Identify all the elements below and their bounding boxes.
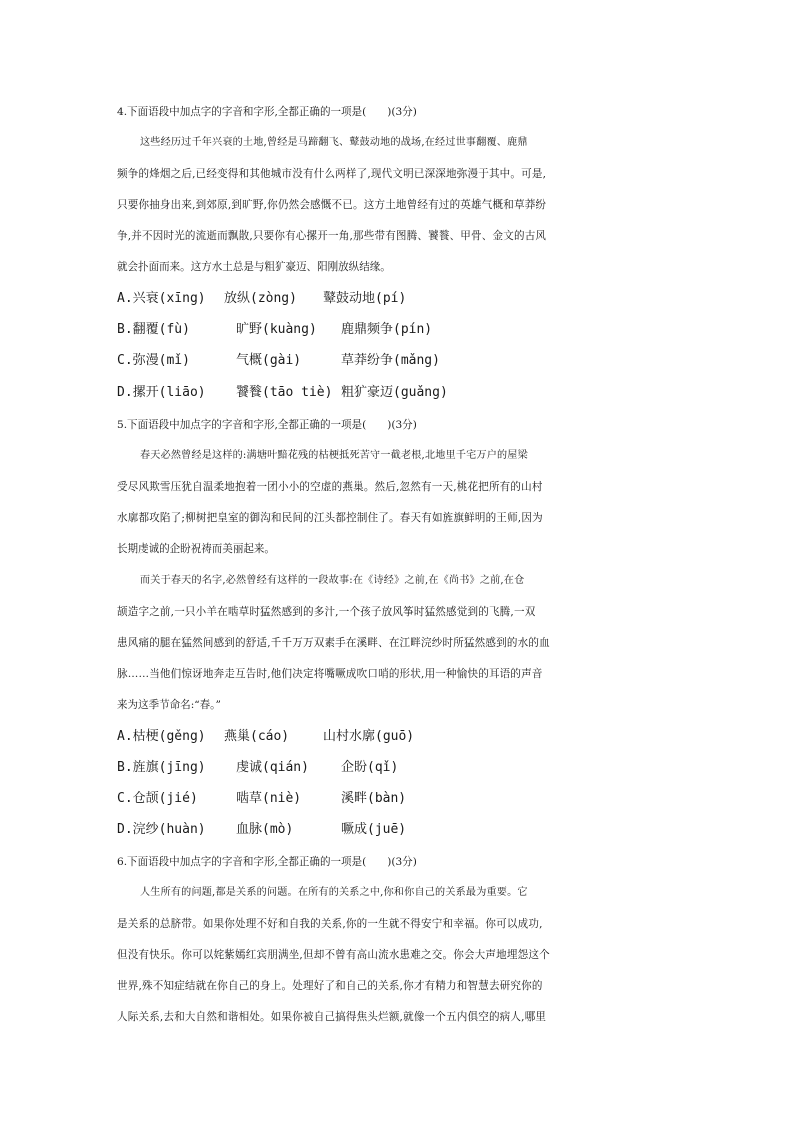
q6-paragraph-line: 是关系的总脐带。如果你处理不好和自我的关系,你的一生就不得安宁和幸福。你可以成功,	[117, 918, 543, 930]
q5-paragraph2-line: 患风痛的腿在猛然间感到的舒适,千千万万双素手在溪畔、在江畔浣纱时所猛然感到的水的血	[117, 637, 550, 649]
q4-option-d-1: D.摞开(liāo)	[117, 385, 206, 400]
q5-paragraph2-line: 脉……当他们惊讶地奔走互告时,他们决定将嘴噘成吹口哨的形状,用一种愉快的耳语的声音	[117, 668, 543, 680]
question-5-stem: 5.下面语段中加点字的字音和字形,全都正确的一项是( )(3分)	[117, 419, 417, 431]
q5-paragraph2-line: 颉造字之前,一只小羊在啮草时猛然感到的多汁,一个孩子放风筝时猛然感觉到的飞腾,一双	[117, 606, 536, 618]
question-4-stem: 4.下面语段中加点字的字音和字形,全都正确的一项是( )(3分)	[117, 106, 417, 118]
q5-paragraph-line: 长期虔诚的企盼祝祷而美丽起来。	[117, 543, 275, 555]
q4-option-a-3: 鼙鼓动地(pí)	[323, 291, 407, 306]
q5-option-c-1: C.仓颉(jié)	[117, 791, 198, 806]
q4-option-b-3: 鹿鼎频争(pín)	[341, 322, 433, 337]
q5-option-c-2: 啮草(niè)	[236, 791, 302, 806]
q5-paragraph2-line: 来为这季节命名:“春。”	[117, 699, 221, 711]
q5-option-d-1: D.浣纱(huàn)	[117, 822, 206, 837]
q5-paragraph2-line: 而关于春天的名字,必然曾经有这样的一段故事:在《诗经》之前,在《尚书》之前,在仓	[140, 575, 525, 586]
q4-paragraph-line: 只要你抽身出来,到郊原,到旷野,你仍然会感慨不已。这方土地曾经有过的英雄气概和草莽纷	[117, 199, 547, 211]
q4-option-b-1: B.翻覆(fù)	[117, 322, 190, 337]
q4-paragraph-line: 就会扑面而来。这方水土总是与粗犷豪迈、阳刚放纵结缘。	[117, 261, 391, 273]
q5-option-a-1: A.枯梗(gěng)	[117, 729, 206, 744]
q5-option-c-3: 溪畔(bàn)	[341, 791, 407, 806]
q4-option-d-3: 粗犷豪迈(guǎng)	[341, 385, 448, 400]
question-6-stem: 6.下面语段中加点字的字音和字形,全都正确的一项是( )(3分)	[117, 856, 417, 868]
q5-option-b-3: 企盼(qǐ)	[341, 760, 399, 775]
q6-paragraph-line: 但没有快乐。你可以姹紫嫣红宾朋满坐,但却不曾有高山流水患难之交。你会大声地埋怨这个	[117, 949, 550, 961]
q5-option-a-2: 燕巢(cáo)	[224, 729, 290, 744]
q4-paragraph-line: 争,并不因时光的流逝而飘散,只要你有心摞开一角,那些带有图腾、饕餮、甲骨、金文的古风	[117, 230, 547, 242]
q4-paragraph-line: 这些经历过千年兴衰的土地,曾经是马蹄翻飞、鼙鼓动地的战场,在经过世事翻覆、鹿鼎	[140, 137, 528, 148]
q6-paragraph-line: 人际关系,去和大自然和谐相处。如果你被自己搞得焦头烂额,就像一个五内俱空的病人,哪里	[117, 1011, 547, 1023]
q5-paragraph-line: 受尽风欺雪压犹自温柔地抱着一团小小的空虚的燕巢。然后,忽然有一天,桃花把所有的山村	[117, 481, 543, 493]
q6-paragraph-line: 世界,殊不知症结就在你自己的身上。处理好了和自己的关系,你才有精力和智慧去研究你的	[117, 980, 543, 992]
q4-option-c-3: 草莽纷争(mǎng)	[341, 353, 440, 368]
q4-paragraph-line: 频争的烽烟之后,已经变得和其他城市没有什么两样了,现代文明已深深地弥漫于其中。可是,	[117, 168, 547, 180]
q4-option-c-1: C.弥漫(mǐ)	[117, 353, 190, 368]
q4-option-d-2: 饕餮(tāo tiè)	[236, 385, 333, 400]
q4-option-a-1: A.兴衰(xīng)	[117, 291, 206, 306]
q4-option-a-2: 放纵(zòng)	[224, 291, 297, 306]
q5-paragraph-line: 水廓都攻陷了;柳树把皇室的御沟和民间的江头都控制住了。春天有如旌旗鲜明的王师,因为	[117, 512, 543, 524]
q4-option-c-2: 气概(gài)	[236, 353, 302, 368]
q6-paragraph-line: 人生所有的问题,都是关系的问题。在所有的关系之中,你和你自己的关系最为重要。它	[140, 887, 528, 898]
q5-paragraph-line: 春天必然曾经是这样的:满塘叶黯花残的枯梗抵死苦守一截老根,北地里千宅万户的屋梁	[140, 450, 528, 461]
q4-option-b-2: 旷野(kuàng)	[236, 322, 317, 337]
q5-option-d-2: 血脉(mò)	[236, 822, 294, 837]
q5-option-b-2: 虔诚(qián)	[236, 760, 309, 775]
q5-option-b-1: B.旌旗(jīng)	[117, 760, 206, 775]
q5-option-d-3: 噘成(juē)	[341, 822, 407, 837]
q5-option-a-3: 山村水廓(guō)	[323, 729, 415, 744]
